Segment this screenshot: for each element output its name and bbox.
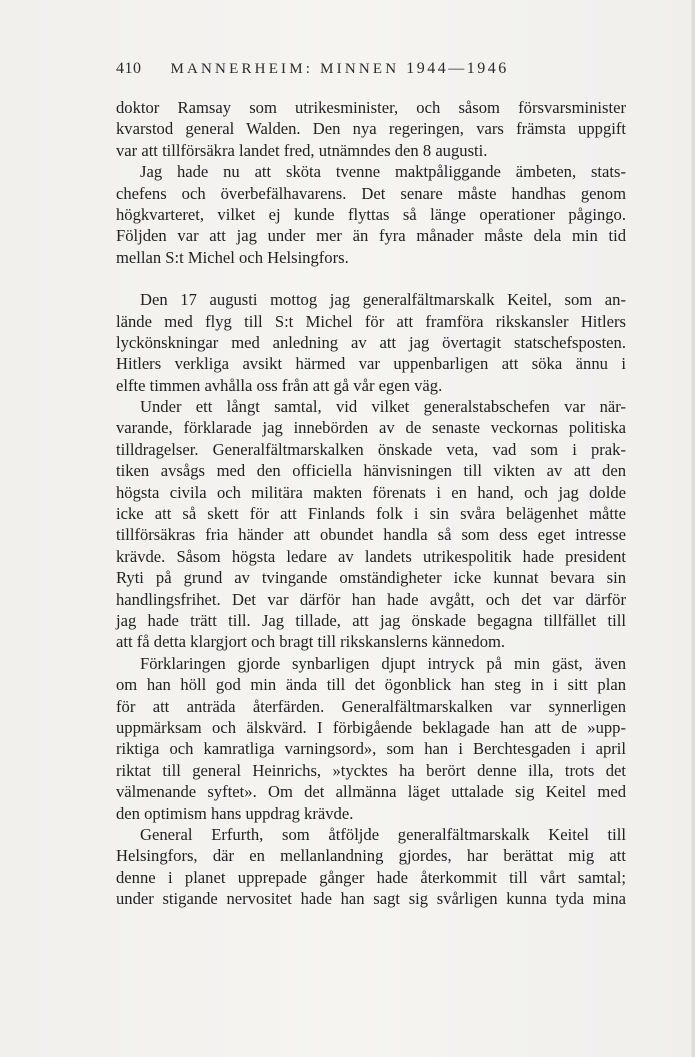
text-line: riktiga och kamratliga varningsord», som han i Berchtesgaden i april [116, 739, 626, 759]
text-line: kvarstod general Walden. Den nya regeringen, vars främsta uppgift [116, 119, 626, 139]
body-text [116, 97, 626, 909]
text-line: icke att så skett för att Finlands folk i sin svåra belägenhet måtte [116, 504, 626, 524]
text-line: Följden var att jag under mer än fyra månader måste dela min tid [116, 226, 626, 246]
text-line: Förklaringen gjorde synbarligen djupt intryck på min gäst, även [140, 653, 626, 673]
text-line: varande, förklarade jag innebörden av de senaste veckornas politiska [116, 418, 626, 438]
running-title: MANNERHEIM: MINNEN [170, 61, 400, 77]
text-line: tiken avsågs med den officiella hänvisningen till vikten av att den [116, 461, 626, 481]
text-line: tilldragelser. Generalfältmarskalken önskade veta, vad som i prak- [116, 439, 626, 459]
text-line: Helsingfors, där en mellanlandning gjordes, har berättat mig att [116, 846, 626, 866]
paragraph [116, 289, 626, 396]
text-line: tillförsäkras fria händer att obundet handla så som dess eget intresse [116, 525, 626, 545]
text-line: uppmärksam och älskvärd. I förbigående beklagade han att de »upp- [116, 717, 626, 737]
text-line: den optimism hans uppdrag krävde. [116, 803, 354, 823]
paragraph [116, 824, 626, 910]
page-edge [691, 0, 695, 1057]
page-number: 410 [116, 60, 142, 77]
text-line: under stigande nervositet hade han sagt sig svårligen kunna tyda mina [116, 889, 626, 909]
text-line: om han höll god min ända till det ögonblick han steg in i sitt plan [116, 675, 626, 695]
paragraph [116, 653, 626, 824]
text-line: mellan S:t Michel och Helsingfors. [116, 247, 349, 267]
text-line: för att anträda återfärden. Generalfältmarskalken var synnerligen [116, 696, 626, 716]
text-line: högkvarteret, vilket ej kunde flyttas så länge operationer pågingo. [116, 204, 626, 224]
text-line: lyckönskningar med anledning av att jag övertagit statschefsposten. [116, 332, 626, 352]
text-line: chefens och överbefälhavarens. Det senare måste handhas genom [116, 183, 626, 203]
running-years: 1944—1946 [406, 60, 509, 77]
text-line: Ryti på grund av tvingande omständigheter icke kunnat bevara sin [116, 568, 626, 588]
text-line: Under ett långt samtal, vid vilket generalstabschefen var när- [140, 397, 626, 417]
text-line: denne i planet upprepade gånger hade återkommit till vårt samtal; [116, 867, 626, 887]
text-line: elfte timmen avhålla oss från att gå vår egen väg. [116, 375, 443, 395]
text-line: doktor Ramsay som utrikesminister, och såsom försvarsminister [116, 98, 626, 117]
text-line: riktat till general Heinrichs, »tycktes ha berört denne illa, trots det [116, 760, 626, 780]
text-line: handlingsfrihet. Det var därför han hade avgått, och det var därför [116, 589, 626, 609]
paragraph [116, 396, 626, 653]
text-line: att få detta klargjort och bragt till rikskanslerns kännedom. [116, 632, 506, 652]
text-line: krävde. Såsom högsta ledare av landets utrikespolitik hade president [116, 546, 626, 566]
text-line: lände med flyg till S:t Michel för att framföra rikskansler Hitlers [116, 311, 626, 331]
text-line: Jag hade nu att sköta tvenne maktpåliggande ämbeten, stats- [140, 162, 626, 182]
paragraph [116, 97, 626, 161]
section-gap [116, 268, 626, 289]
text-line: var att tillförsäkra landet fred, utnämndes den 8 augusti. [116, 140, 488, 160]
text-line: General Erfurth, som åtföljde generalfältmarskalk Keitel till [140, 824, 626, 844]
text-line: Hitlers verkliga avsikt härmed var uppenbarligen att söka ännu i [116, 354, 626, 374]
text-line: Den 17 augusti mottog jag generalfältmarskalk Keitel, som an- [140, 290, 626, 310]
paragraph [116, 161, 626, 268]
text-line: välmenande syftet». Om det allmänna läget uttalade sig Keitel med [116, 782, 626, 802]
running-header [116, 60, 596, 78]
text-line: högsta civila och militära makten förenats i en hand, och jag dolde [116, 482, 626, 502]
text-line: jag hade trätt till. Jag tillade, att jag önskade begagna tillfället till [116, 610, 626, 630]
